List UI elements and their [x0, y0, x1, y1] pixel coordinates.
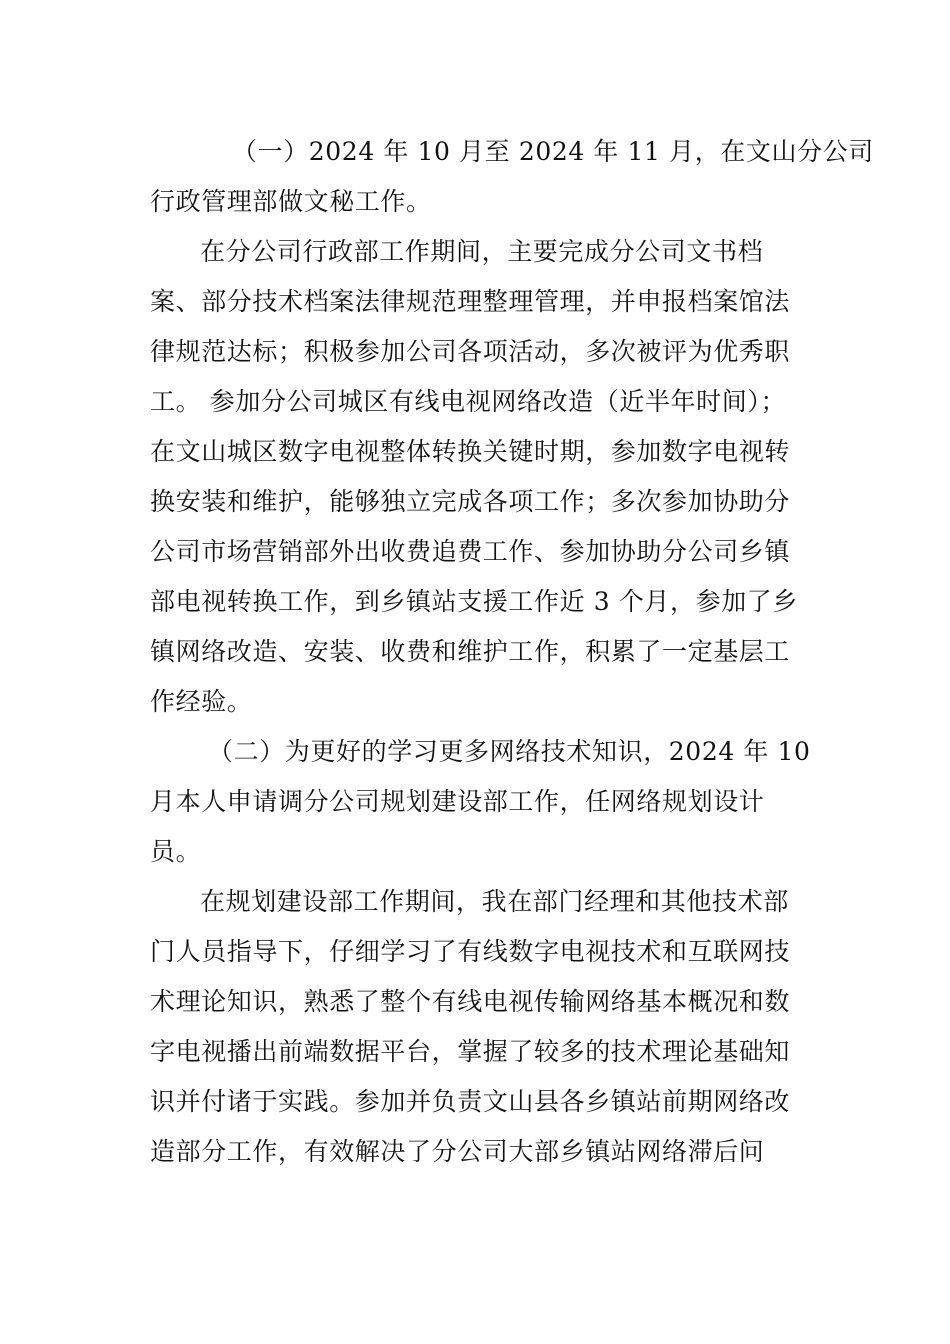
paragraph-1-line-2: 行政管理部做文秘工作。	[150, 187, 432, 216]
paragraph-1-line-1: （一）2024 年 10 月至 2024 年 11 月，在文山分公司	[232, 137, 874, 166]
paragraph-2-line-4: 工。 参加分公司城区有线电视网络改造（近半年时间）；	[150, 387, 787, 416]
paragraph-4-line-3: 术理论知识，熟悉了整个有线电视传输网络基本概况和数	[150, 987, 791, 1016]
paragraph-4-line-4: 字电视播出前端数据平台，掌握了较多的技术理论基础知	[150, 1037, 791, 1066]
paragraph-2-line-7: 公司市场营销部外出收费追费工作、参加协助分公司乡镇	[150, 537, 791, 566]
paragraph-2-line-5: 在文山城区数字电视整体转换关键时期，参加数字电视转	[150, 437, 791, 466]
paragraph-2-line-6: 换安装和维护，能够独立完成各项工作；多次参加协助分	[150, 487, 791, 516]
paragraph-2-line-2: 案、部分技术档案法律规范理整理管理，并申报档案馆法	[150, 287, 791, 316]
paragraph-3-line-2: 月本人申请调分公司规划建设部工作，任网络规划设计	[150, 787, 765, 816]
paragraph-2-line-9: 镇网络改造、安装、收费和维护工作，积累了一定基层工	[150, 637, 791, 666]
paragraph-2-line-8: 部电视转换工作，到乡镇站支援工作近 3 个月，参加了乡	[150, 587, 799, 616]
paragraph-3-line-1: （二）为更好的学习更多网络技术知识，2024 年 10	[208, 737, 811, 766]
paragraph-4-line-2: 门人员指导下，仔细学习了有线数字电视技术和互联网技	[150, 937, 791, 966]
paragraph-2-line-3: 律规范达标；积极参加公司各项活动，多次被评为优秀职	[150, 337, 791, 366]
paragraph-4-line-6: 造部分工作，有效解决了分公司大部乡镇站网络滞后问	[150, 1137, 765, 1166]
paragraph-4-line-1: 在规划建设部工作期间，我在部门经理和其他技术部	[200, 887, 789, 916]
paragraph-2-line-1: 在分公司行政部工作期间，主要完成分公司文书档	[200, 237, 764, 266]
paragraph-2-line-10: 作经验。	[150, 687, 253, 716]
paragraph-3-line-3: 员。	[150, 837, 202, 866]
paragraph-4-line-5: 识并付诸于实践。参加并负责文山县各乡镇站前期网络改	[150, 1087, 791, 1116]
